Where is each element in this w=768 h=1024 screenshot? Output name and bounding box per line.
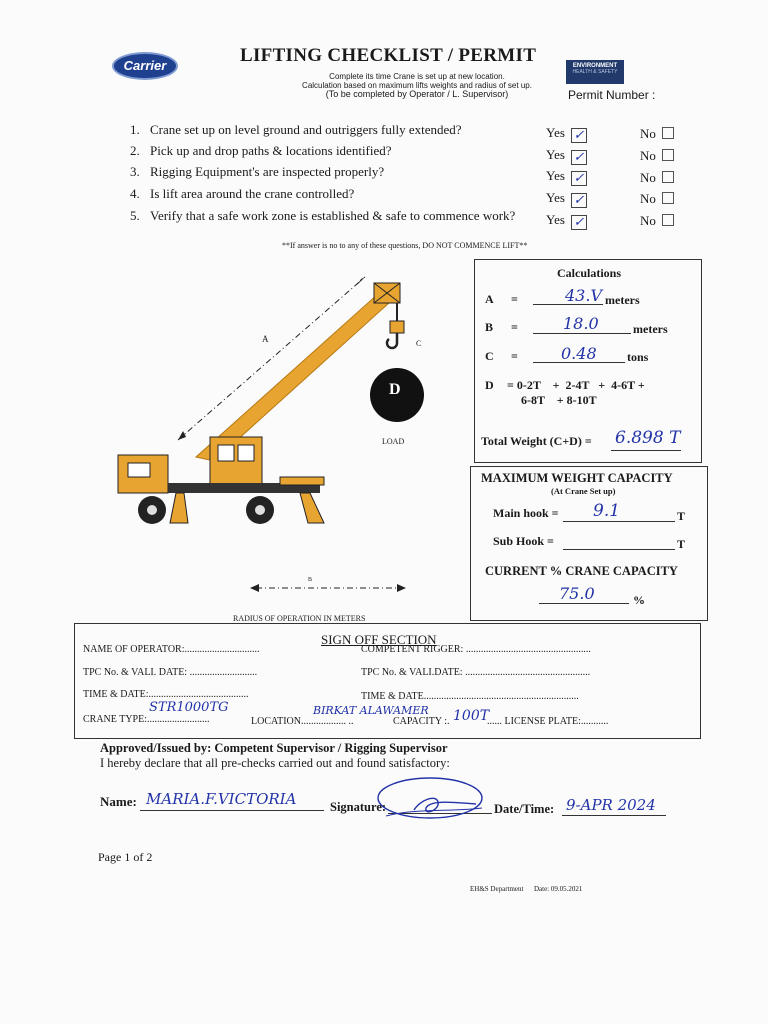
permit-number-label: Permit Number :	[568, 88, 656, 102]
checklist-item-4: 4. Is lift area around the crane controlled?	[130, 186, 355, 201]
sign-off-box	[74, 623, 701, 739]
checklist-item-1: 1. Crane set up on level ground and outriggers fully extended?	[130, 122, 462, 137]
no-option-3[interactable]: No	[640, 170, 674, 186]
radius-caption: RADIUS OF OPERATION IN METERS	[233, 614, 366, 623]
total-weight-value[interactable]: 6.898 T	[615, 428, 681, 448]
calc-b-value[interactable]: 18.0	[563, 314, 599, 333]
checklist-item-2: 2. Pick up and drop paths & locations identified?	[130, 143, 392, 158]
calc-b-eq: =	[511, 320, 518, 334]
calc-c-label: C	[485, 349, 494, 363]
checked-box-icon[interactable]: ✓	[571, 128, 587, 143]
sign-off-title: SIGN OFF SECTION	[321, 632, 437, 647]
empty-checkbox-icon[interactable]	[662, 171, 674, 183]
department-footer: EH&S Department Date: 09.05.2021	[470, 885, 583, 893]
no-option-5[interactable]: No	[640, 213, 674, 229]
checked-box-icon[interactable]: ✓	[571, 150, 587, 165]
checked-box-icon[interactable]: ✓	[571, 215, 587, 230]
label-b: B	[308, 577, 313, 583]
location-field[interactable]: LOCATION.................. ..	[251, 716, 354, 727]
load-label: LOAD	[382, 437, 405, 446]
empty-checkbox-icon[interactable]	[662, 149, 674, 161]
checklist-item-5: 5. Verify that a safe work zone is established & safe to commence work?	[130, 208, 516, 223]
main-hook-value[interactable]: 9.1	[593, 501, 621, 521]
sub-hook-field[interactable]	[563, 549, 675, 550]
calc-c-value[interactable]: 0.48	[561, 344, 597, 363]
subtitle-line-1: Complete its time Crane is set up at new location.	[329, 72, 505, 81]
max-weight-box	[470, 466, 708, 621]
ehs-badge-subtext: HEALTH & SAFETY	[572, 69, 618, 75]
hook-block	[390, 321, 404, 333]
signature-image	[366, 772, 496, 828]
location-value: BIRKAT ALAWAMER	[313, 704, 429, 717]
warning-note: **If answer is no to any of these questions, DO NOT COMMENCE LIFT**	[282, 241, 528, 250]
current-capacity-unit: %	[633, 593, 645, 607]
yes-option-3[interactable]: Yes ✓	[546, 168, 587, 186]
time-date-field-2[interactable]: TIME & DATE..............................................................	[361, 691, 579, 702]
calc-b-label: B	[485, 320, 494, 334]
calc-d-line2: 6-8T + 8-10T	[521, 393, 597, 407]
subtitle-line-3: (To be completed by Operator / L. Supervisor)	[325, 89, 509, 99]
sub-hook-label: Sub Hook =	[493, 534, 554, 548]
tpc-field-1[interactable]: TPC No. & VALI. DATE: ...........................	[83, 667, 258, 678]
date-time-label: Date/Time:	[494, 802, 555, 816]
page-number: Page 1 of 2	[98, 850, 153, 864]
yes-option-5[interactable]: Yes ✓	[546, 212, 587, 230]
empty-checkbox-icon[interactable]	[662, 214, 674, 226]
total-weight-label: Total Weight (C+D) =	[481, 434, 592, 448]
calc-a-unit: meters	[605, 293, 640, 307]
current-capacity-value[interactable]: 75.0	[559, 584, 595, 603]
calculations-title: Calculations	[557, 266, 622, 280]
yes-option-1[interactable]: Yes ✓	[546, 125, 587, 143]
no-option-4[interactable]: No	[640, 191, 674, 207]
outrigger-right	[300, 493, 324, 523]
checked-box-icon[interactable]: ✓	[571, 193, 587, 208]
ehs-badge	[566, 60, 624, 84]
yes-option-4[interactable]: Yes ✓	[546, 190, 587, 208]
sub-hook-unit: T	[677, 537, 686, 551]
calculations-box	[474, 259, 702, 463]
empty-checkbox-icon[interactable]	[662, 192, 674, 204]
label-c: C	[416, 339, 422, 348]
approval-declaration: I hereby declare that all pre-checks carried out and found satisfactory:	[100, 756, 450, 770]
empty-checkbox-icon[interactable]	[662, 127, 674, 139]
label-a: A	[262, 334, 269, 344]
outrigger-left	[170, 493, 188, 523]
name-value[interactable]: MARIA.F.VICTORIA	[146, 790, 297, 808]
max-weight-subtitle: (At Crane Set up)	[551, 486, 616, 496]
date-time-value[interactable]: 9-APR 2024	[566, 796, 656, 814]
hook-icon	[387, 333, 397, 348]
arrowhead-icon	[397, 584, 406, 592]
yes-option-2[interactable]: Yes ✓	[546, 147, 587, 165]
main-hook-unit: T	[677, 509, 686, 523]
crane-diagram	[110, 265, 470, 625]
subtitle-line-2: Calculation based on maximum lifts weights and radius of set up.	[302, 81, 532, 90]
no-option-1[interactable]: No	[640, 126, 674, 142]
calc-d-label: D	[485, 378, 494, 392]
arrowhead-icon	[250, 584, 259, 592]
name-label: Name:	[100, 794, 137, 809]
checklist-item-3: 3. Rigging Equipment's are inspected properly?	[130, 164, 385, 179]
current-capacity-label: CURRENT % CRANE CAPACITY	[485, 564, 678, 578]
signature-label: Signature:	[330, 800, 387, 814]
calc-a-eq: =	[511, 292, 518, 306]
no-option-2[interactable]: No	[640, 148, 674, 164]
checked-box-icon[interactable]: ✓	[571, 171, 587, 186]
calc-a-label: A	[485, 292, 494, 306]
max-weight-title: MAXIMUM WEIGHT CAPACITY	[481, 471, 673, 485]
carrier-logo: Carrier	[112, 52, 178, 80]
dimension-a-line	[178, 277, 365, 440]
calc-d-line1: = 0-2T + 2-4T + 4-6T +	[507, 378, 645, 392]
calc-b-unit: meters	[633, 322, 668, 336]
tpc-field-2[interactable]: TPC No. & VALI.DATE: ..................................................	[361, 667, 591, 678]
calc-a-value[interactable]: 43.V	[565, 286, 602, 305]
calc-c-eq: =	[511, 349, 518, 363]
arrowhead-icon	[178, 431, 186, 440]
ehs-badge-text: ENVIRONMENT	[572, 63, 618, 69]
capacity-value: 100T	[453, 708, 490, 724]
operator-field[interactable]: NAME OF OPERATOR:..............................	[83, 644, 260, 655]
crane-type-value: STR1000TG	[149, 700, 229, 715]
label-d: D	[389, 381, 401, 398]
arrowhead-icon	[357, 277, 365, 285]
rigger-field[interactable]: COMPETENT RIGGER: ..................................................	[361, 644, 591, 655]
time-date-field-1[interactable]: TIME & DATE:........................................	[83, 689, 249, 700]
capacity-field[interactable]: CAPACITY :.	[393, 716, 450, 727]
crane-boom	[196, 285, 400, 461]
license-plate-field[interactable]: ...... LICENSE PLATE:...........	[487, 716, 609, 727]
calc-c-unit: tons	[627, 350, 649, 364]
main-hook-label: Main hook =	[493, 506, 559, 520]
crane-type-field[interactable]: CRANE TYPE:.........................	[83, 714, 210, 725]
page-title: LIFTING CHECKLIST / PERMIT	[240, 45, 537, 66]
approval-heading: Approved/Issued by: Competent Supervisor / Rigging Supervisor	[100, 741, 448, 755]
